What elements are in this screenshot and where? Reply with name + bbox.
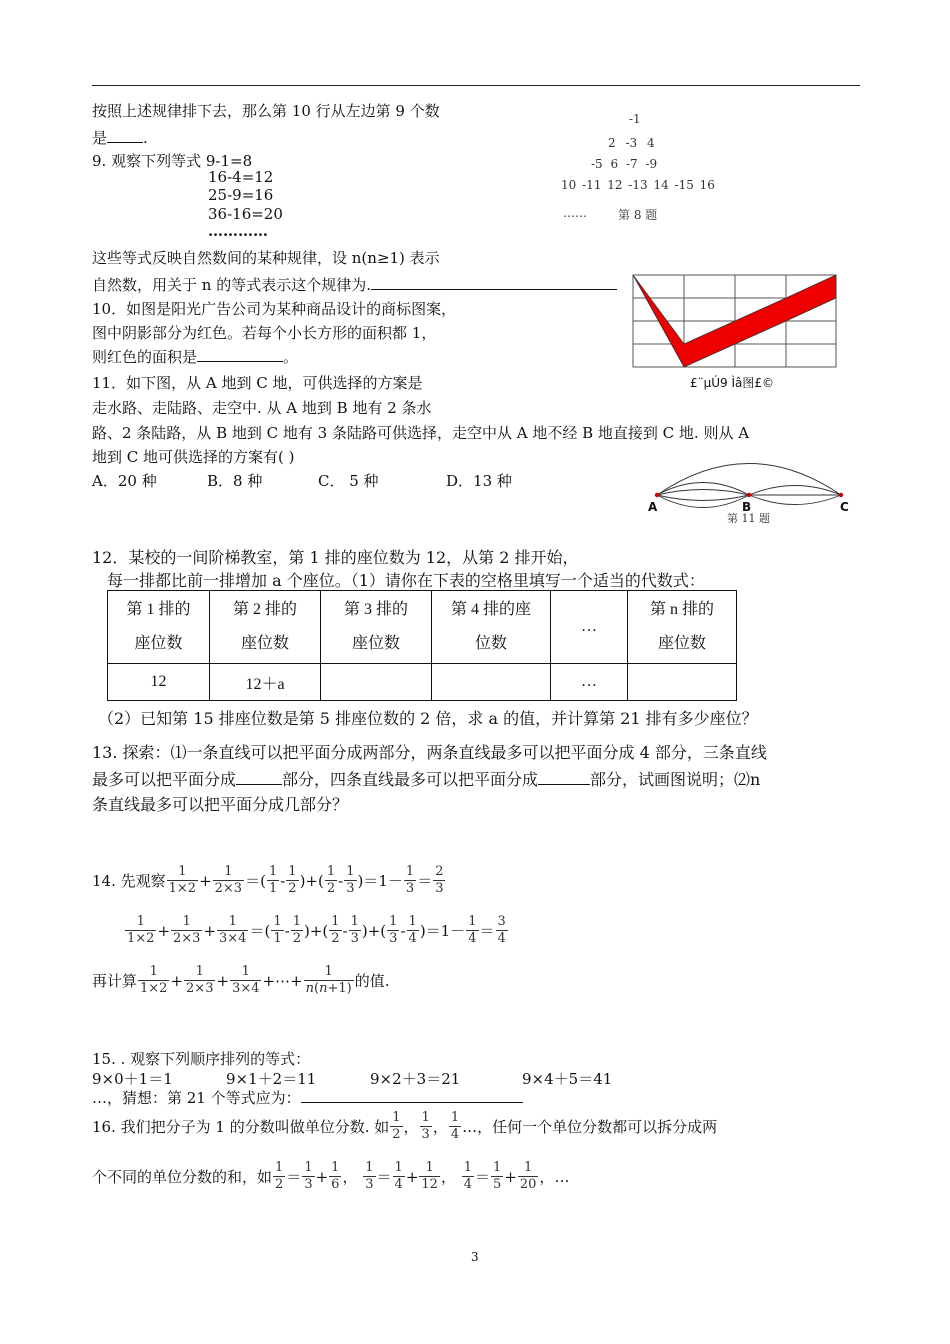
q9-eq2: 16-4=12 <box>208 168 274 186</box>
q14-equation-2: $\frac{1}{1\times 2}$ + $\frac{1}{2\times 3}$ + $\frac{1}{3\times 4}$ ＝( $\frac{1}{1}$ - $\frac{1}{2}$ )+( $\frac{1}{2}$ - $\frac{1}{3}$ )+( $\frac{1}{3}$ - $\frac{1}{4}$ )＝1－ $\frac{1}{4}$ ＝ $\frac{3}{4}$ <box>127 914 506 946</box>
label-a: A <box>648 500 658 514</box>
header-cell: 第 3 排的 座位数 <box>321 591 432 664</box>
triangle-row-1: -1 <box>629 112 641 126</box>
q11-option-c: C． 5 种 <box>318 472 379 490</box>
triangle-row-3: -5 6 -7 -9 <box>591 157 658 171</box>
q11-line3: 路、2 条陆路，从 B 地到 C 地有 3 条陆路可供选择，走空中从 A 地不经 B 地直接到 C 地. 则从 A <box>92 424 750 442</box>
q11-line1: 11．如下图，从 A 地到 C 地，可供选择的方案是 <box>92 374 423 392</box>
q13-line1: 13. 探索：⑴一条直线可以把平面分成两部分，两条直线最多可以把平面分成 4 部分，三条直线 <box>92 743 767 762</box>
q9-text2: 自然数，用关于 n 的等式表示这个规律为. <box>92 274 617 295</box>
q11-option-a: A．20 种 <box>92 472 157 490</box>
q8-line1: 按照上述规律排下去，那么第 10 行从左边第 9 个数 <box>92 102 440 120</box>
q12-part2: （2）已知第 15 排座位数是第 5 排座位数的 2 倍，求 a 的值，并计算第 21 排有多少座位？ <box>98 709 758 728</box>
q10-line3: 则红色的面积是 。 <box>92 348 299 366</box>
q9-title: 9. 观察下列等式 9-1=8 <box>92 152 253 170</box>
q9-eq3: 25-9=16 <box>208 186 274 204</box>
triangle-row-2: 2 -3 4 <box>608 136 655 150</box>
q15-eq-1: 9×0＋1＝1 <box>92 1070 173 1088</box>
point-a-dot <box>655 493 659 497</box>
header-cell: … <box>551 591 628 664</box>
q12-line1: 12．某校的一间阶梯教室，第 1 排的座位数为 12，从第 2 排开始， <box>92 548 579 567</box>
q14-calc-prefix: 再计算 <box>92 972 138 990</box>
header-cell: 第 1 排的 座位数 <box>108 591 210 664</box>
value-cell <box>432 664 551 701</box>
triangle-dots: …… <box>563 206 587 220</box>
q9-dots: ………… <box>208 222 268 240</box>
seat-table <box>107 590 737 701</box>
q8-caption: 第 8 题 <box>618 208 658 222</box>
q8-line2: 是 . <box>92 129 148 147</box>
q15-title: 15. . 观察下列顺序排列的等式： <box>92 1050 311 1068</box>
q13-line3: 条直线最多可以把平面分成几部分？ <box>92 795 349 814</box>
q11-line4: 地到 C 地可供选择的方案有( ) <box>92 448 295 466</box>
q16-line1: 16. 我们把分子为 1 的分数叫做单位分数. 如 $\frac{1}{2}$ ， $\frac{1}{3}$ ， $\frac{1}{4}$ …，任何一个单位分数都可以拆分成两 <box>92 1110 718 1142</box>
header-cell: 第 4 排的座 位数 <box>432 591 551 664</box>
header-cell: 第 n 排的 座位数 <box>628 591 737 664</box>
q11-option-b: B．8 种 <box>207 472 263 490</box>
value-cell: … <box>551 664 628 701</box>
q10-line2: 图中阴影部分为红色。若每个小长方形的面积都 1， <box>92 324 437 342</box>
table-header-row <box>108 591 737 664</box>
q11-caption: 第 11 题 <box>727 512 770 525</box>
value-cell: 12＋a <box>210 664 321 701</box>
top-rule <box>92 85 860 86</box>
value-cell: 12 <box>108 664 210 701</box>
value-cell <box>628 664 737 701</box>
q11-option-d: D．13 种 <box>446 472 512 490</box>
q15-eq-3: 9×2＋3＝21 <box>370 1070 461 1088</box>
q11-line2: 走水路、走陆路、走空中. 从 A 地到 B 地有 2 条水 <box>92 399 432 417</box>
point-c-dot <box>839 493 843 497</box>
q14-title: 14. 先观察 <box>92 872 166 890</box>
q10-caption: £¨µÚ9 Ìâ图£© <box>690 376 775 390</box>
q15-eq-2: 9×1＋2＝11 <box>226 1070 317 1088</box>
q16-line2: 个不同的单位分数的和，如 $\frac{1}{2}$ ＝ $\frac{1}{3}$ + $\frac{1}{6}$ ， $\frac{1}{3}$ ＝ $\frac{1}{4}$ + $\frac{1}{12}$ ， $\frac{1}{4}$ ＝ $\frac{1}{5}$ + $\frac{1}{20}$ ， … <box>92 1160 570 1192</box>
q15-eq-4: 9×4＋5＝41 <box>522 1070 613 1088</box>
triangle-row-4: 10 -11 12 -13 14 -15 16 <box>561 178 715 192</box>
header-cell: 第 2 排的 座位数 <box>210 591 321 664</box>
q9-text1: 这些等式反映自然数间的某种规律，设 n(n≥1) 表示 <box>92 249 440 267</box>
q10-line1: 10．如图是阳光广告公司为某种商品设计的商标图案， <box>92 300 457 318</box>
q14-equation-1: 14. 先观察 $\frac{1}{1\times 2}$ + $\frac{1}{2\times 3}$ ＝( $\frac{1}{1}$ - $\frac{1}{2}$ )+( $\frac{1}{2}$ - $\frac{1}{3}$ )＝1－ $\frac{1}{3}$ ＝ $\frac{2}{3}$ <box>92 864 444 896</box>
label-b: B <box>742 500 752 514</box>
label-c: C <box>840 500 849 514</box>
q12-line2: 每一排都比前一排增加 a 个座位。（1）请你在下表的空格里填写一个适当的代数式： <box>107 571 705 590</box>
logo-grid-figure <box>630 272 840 372</box>
q14-calc: 再计算 $\frac{1}{1\times 2}$ + $\frac{1}{2\times 3}$ + $\frac{1}{3\times 4}$ +⋯+ $\frac{1}{n(n+1)}$ 的值. <box>92 964 390 996</box>
point-b-dot <box>747 493 751 497</box>
q13-line2: 最多可以把平面分成 部分，四条直线最多可以把平面分成 部分，试画图说明；⑵n <box>92 770 761 789</box>
q14-calc-suffix: 的值. <box>354 972 390 990</box>
value-cell <box>321 664 432 701</box>
page-number: 3 <box>471 1250 479 1264</box>
table-value-row <box>108 664 737 701</box>
q9-eq4: 36-16=20 <box>208 205 283 223</box>
q15-guess: …，猜想：第 21 个等式应为： <box>92 1087 523 1108</box>
